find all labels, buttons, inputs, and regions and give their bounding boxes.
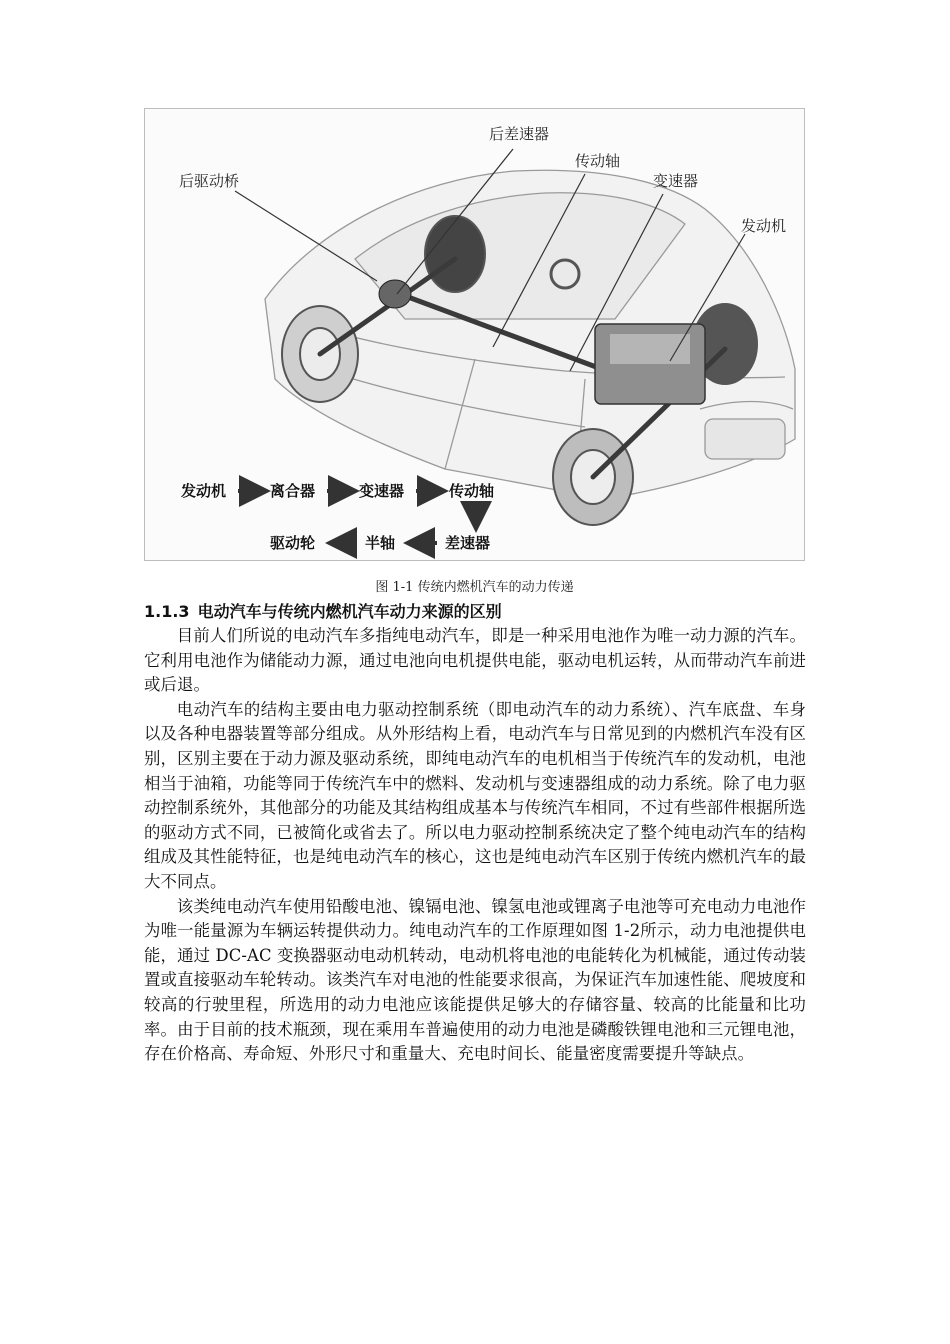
label-rear-differential: 后差速器 <box>489 125 550 143</box>
body-text <box>144 624 806 1067</box>
section-title: 电动汽车与传统内燃机汽车动力来源的区别 <box>197 602 502 621</box>
engine-cover <box>610 334 690 364</box>
label-transmission: 变速器 <box>653 172 699 190</box>
flow-item: 离合器 <box>270 482 316 500</box>
flow-item: 传动轴 <box>449 482 495 500</box>
label-drive-shaft: 传动轴 <box>575 152 621 170</box>
flow-item: 半轴 <box>365 534 396 552</box>
flow-item: 差速器 <box>445 534 491 552</box>
car-powertrain-illustration <box>145 109 805 561</box>
section-number: 1.1.3 <box>144 602 190 621</box>
flow-item: 变速器 <box>359 482 405 500</box>
power-flow-row1 <box>180 482 494 525</box>
figure-powertrain <box>144 108 805 561</box>
label-rear-drive-axle: 后驱动桥 <box>179 172 240 190</box>
paragraph: 该类纯电动汽车使用铅酸电池、镍镉电池、镍氢电池或锂离子电池等可充电动力电池作为唯一能量源为车辆运转提供动力。纯电动汽车的工作原理如图 1-2所示，动力电池提供电能，通过 DC-AC 变换器驱动电动机转动，电动机将电池的电能转化为机械能，通过传动装置或直接驱动车轮转动。该类汽车对电池的性能要求很高，为保证汽车加速性能、爬坡度和较高的行驶里程，所选用的动力电池应该能提供足够大的存储容量、较高的比能量和比功率。由于目前的技术瓶颈，现在乘用车普遍使用的动力电池是磷酸铁锂电池和三元锂电池，存在价格高、寿命短、外形尺寸和重量大、充电时间长、能量密度需要提升等缺点。 <box>144 896 806 1064</box>
flow-item: 发动机 <box>181 482 227 500</box>
section-heading <box>144 599 502 622</box>
label-engine: 发动机 <box>741 217 787 235</box>
paragraph: 目前人们所说的电动汽车多指纯电动汽车，即是一种采用电池作为唯一动力源的汽车。它利用电池作为储能动力源，通过电池向电机提供电能，驱动电机运转，从而带动汽车前进或后退。 <box>144 626 806 695</box>
figure-caption: 图 1-1 传统内燃机汽车的动力传递 <box>375 580 574 595</box>
paragraph: 电动汽车的结构主要由电力驱动控制系统（即电动汽车的动力系统）、汽车底盘、车身以及各种电器装置等部分组成。从外形结构上看，电动汽车与日常见到的内燃机汽车没有区别，区别主要在于动力源及驱动系统，即纯电动汽车的电机相当于传统汽车的发动机，电池相当于油箱，功能等同于传统汽车中的燃料、发动机与变速器组成的动力系统。除了电力驱动控制系统外，其他部分的功能及其结构组成基本与传统汽车相同，不过有些部件根据所选的驱动方式不同，已被简化或省去了。所以电力驱动控制系统决定了整个纯电动汽车的结构组成及其性能特征，也是纯电动汽车的核心，这也是纯电动汽车区别于传统内燃机汽车的最大不同点。 <box>144 699 806 891</box>
power-flow-row2 <box>270 534 490 552</box>
flow-item: 驱动轮 <box>270 534 316 552</box>
rear-differential-housing <box>379 280 411 308</box>
